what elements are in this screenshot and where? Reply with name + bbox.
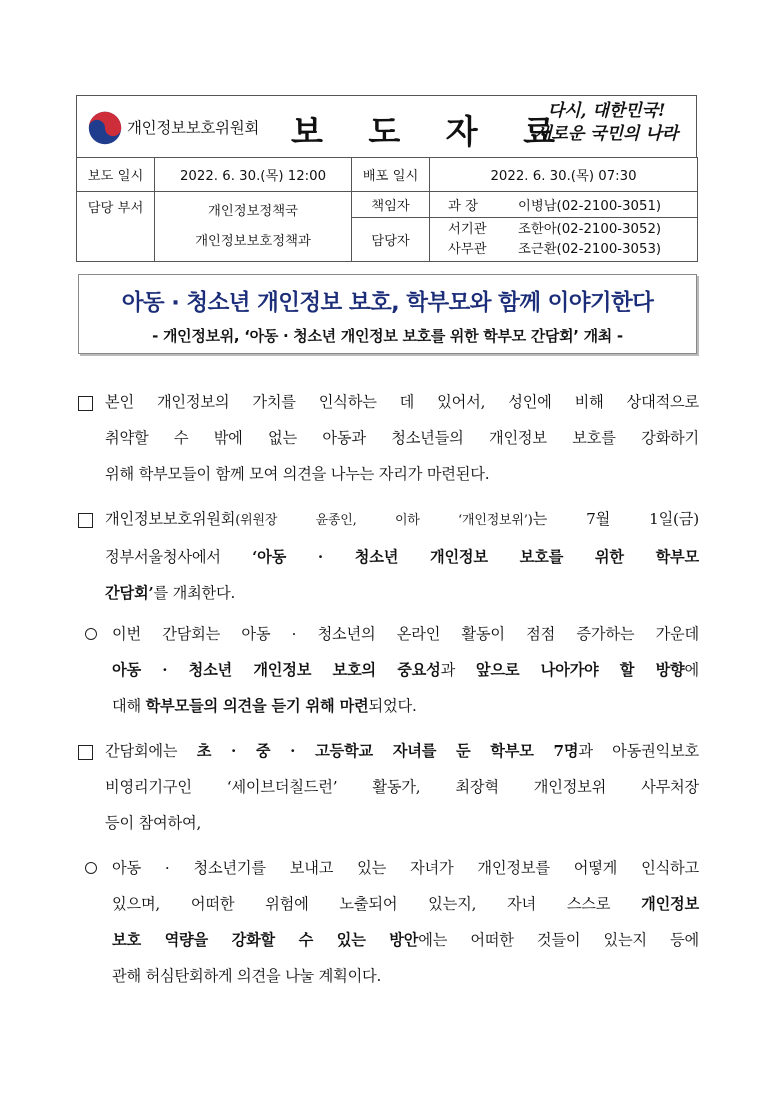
- staff1-name: 조한아(02-2100-3052): [518, 221, 662, 237]
- staff-label: 담당자: [352, 218, 430, 262]
- manager-label: 책임자: [352, 192, 430, 218]
- p5-text-1: 있으며, 어떠한 위험에 노출되어 있는지, 자녀 스스로: [112, 895, 642, 913]
- staff1-title: 서기관: [448, 221, 487, 237]
- paragraph-5: [112, 850, 699, 994]
- p5-emphasis-1: 개인정보: [641, 895, 699, 913]
- venue: 정부서울청사에서: [105, 548, 253, 566]
- event-date: 는 7월 1일(금): [532, 510, 699, 528]
- p1-line-2: 취약할 수 밖에 없는 아동과 청소년들의 개인정보 보호를 강화하기: [105, 429, 699, 447]
- circle-bullet-icon: [85, 628, 97, 640]
- p4-line-1: [105, 733, 699, 769]
- slogan-line-2: 새로운 국민의 나라: [535, 124, 679, 144]
- report-date: 2022. 6. 30.(목) 12:00: [155, 158, 352, 192]
- staff-cell: [430, 218, 698, 262]
- p3-emphasis-3: 학부모들의 의견을 듣기 위해 마련: [145, 697, 369, 715]
- p3-text-3: 대해: [112, 697, 146, 715]
- release-date-label: 배포 일시: [352, 158, 430, 192]
- event-action: 를 개최한다.: [153, 584, 236, 602]
- p3-text-2: 에: [684, 661, 699, 679]
- org-note: (위원장 윤종인, 이하 ‘개인정보위’): [235, 513, 533, 528]
- p3-text-1: 과: [440, 661, 476, 679]
- p3-emphasis-1: 아동 · 청소년 개인정보 보호의 중요성: [112, 661, 441, 679]
- paragraph-4: [105, 733, 699, 841]
- paragraph-1: [105, 384, 699, 492]
- p2-line-2: [105, 539, 699, 575]
- dept-line-1: 개인정보정책국: [208, 203, 298, 219]
- p3-emphasis-2: 앞으로 나아가야 할 방향: [475, 661, 685, 679]
- p5-text-2: 에는 어떠한 것들이 있는지 등에: [418, 931, 700, 949]
- headline-main: 아동 · 청소년 개인정보 보호, 학부모와 함께 이야기한다: [121, 290, 654, 316]
- dept-label: 담당 부서: [77, 192, 155, 262]
- checkbox-bullet-icon: [78, 745, 93, 760]
- paragraph-3: [112, 616, 699, 724]
- p3-line-1: 이번 간담회는 아동 · 청소년의 온라인 활동이 점점 증가하는 가운데: [112, 625, 699, 643]
- headline-sub: - 개인정보위, ‘아동 · 청소년 개인정보 보호를 위한 학부모 간담회’ 개최 -: [152, 327, 623, 345]
- p5-line-1: 아동 · 청소년기를 보내고 있는 자녀가 개인정보를 어떻게 인식하고: [112, 859, 699, 877]
- report-date-label: 보도 일시: [77, 158, 155, 192]
- p3-text-4: 되었다.: [368, 697, 417, 715]
- press-release-header: [76, 95, 697, 158]
- event-name-part-2: 간담회’: [105, 584, 154, 602]
- checkbox-bullet-icon: [78, 396, 93, 411]
- p2-line-1: [105, 501, 699, 539]
- p1-line-3: 위해 학부모들이 함께 모여 의견을 나누는 자리가 마련된다.: [105, 465, 490, 483]
- p4-emphasis: 초 · 중 · 고등학교 자녀를 둔 학부모 7명: [196, 742, 579, 760]
- p3-line-3: [112, 688, 699, 724]
- staff2-title: 사무관: [448, 241, 487, 257]
- event-name-part-1: ‘아동 · 청소년 개인정보 보호를 위한 학부모: [252, 548, 699, 566]
- paragraph-2: [105, 501, 699, 611]
- p5-emphasis-2: 보호 역량을 강화할 수 있는 방안: [112, 931, 419, 949]
- circle-bullet-icon: [85, 862, 97, 874]
- slogan: [535, 100, 678, 146]
- p5-line-3: [112, 922, 699, 958]
- dept-line-2: 개인정보보호정책과: [195, 233, 311, 249]
- p2-line-3: [105, 575, 699, 611]
- dept-cell: [155, 192, 352, 262]
- org-full-name: 개인정보보호위원회: [105, 510, 236, 528]
- p5-line-4: 관해 허심탄회하게 의견을 나눌 계획이다.: [112, 967, 382, 985]
- p4-text-2: 과 아동권익보호: [578, 742, 700, 760]
- manager-title: 과 장: [448, 199, 478, 214]
- p3-line-2: [112, 652, 699, 688]
- release-date: 2022. 6. 30.(목) 07:30: [430, 158, 698, 192]
- manager-name: 이병남(02-2100-3051): [518, 199, 662, 214]
- headline-box: [78, 274, 697, 354]
- org-name: 개인정보보호위원회: [127, 119, 260, 137]
- p4-line-2: 비영리기구인 ‘세이브더칠드런’ 활동가, 최장혁 개인정보위 사무처장: [105, 778, 699, 796]
- p4-text-1: 간담회에는: [105, 742, 197, 760]
- p1-line-1: 본인 개인정보의 가치를 인식하는 데 있어서, 성인에 비해 상대적으로: [105, 393, 699, 411]
- manager-cell: [430, 192, 698, 218]
- p4-line-3: 등이 참여하여,: [105, 814, 202, 832]
- taegeuk-logo-icon: [87, 110, 123, 146]
- checkbox-bullet-icon: [78, 513, 93, 528]
- slogan-line-1: 다시, 대한민국!: [547, 101, 666, 121]
- info-table: [76, 157, 698, 262]
- p5-line-2: [112, 886, 699, 922]
- staff2-name: 조근환(02-2100-3053): [518, 241, 662, 257]
- page-title: 보 도 자 료: [291, 112, 572, 151]
